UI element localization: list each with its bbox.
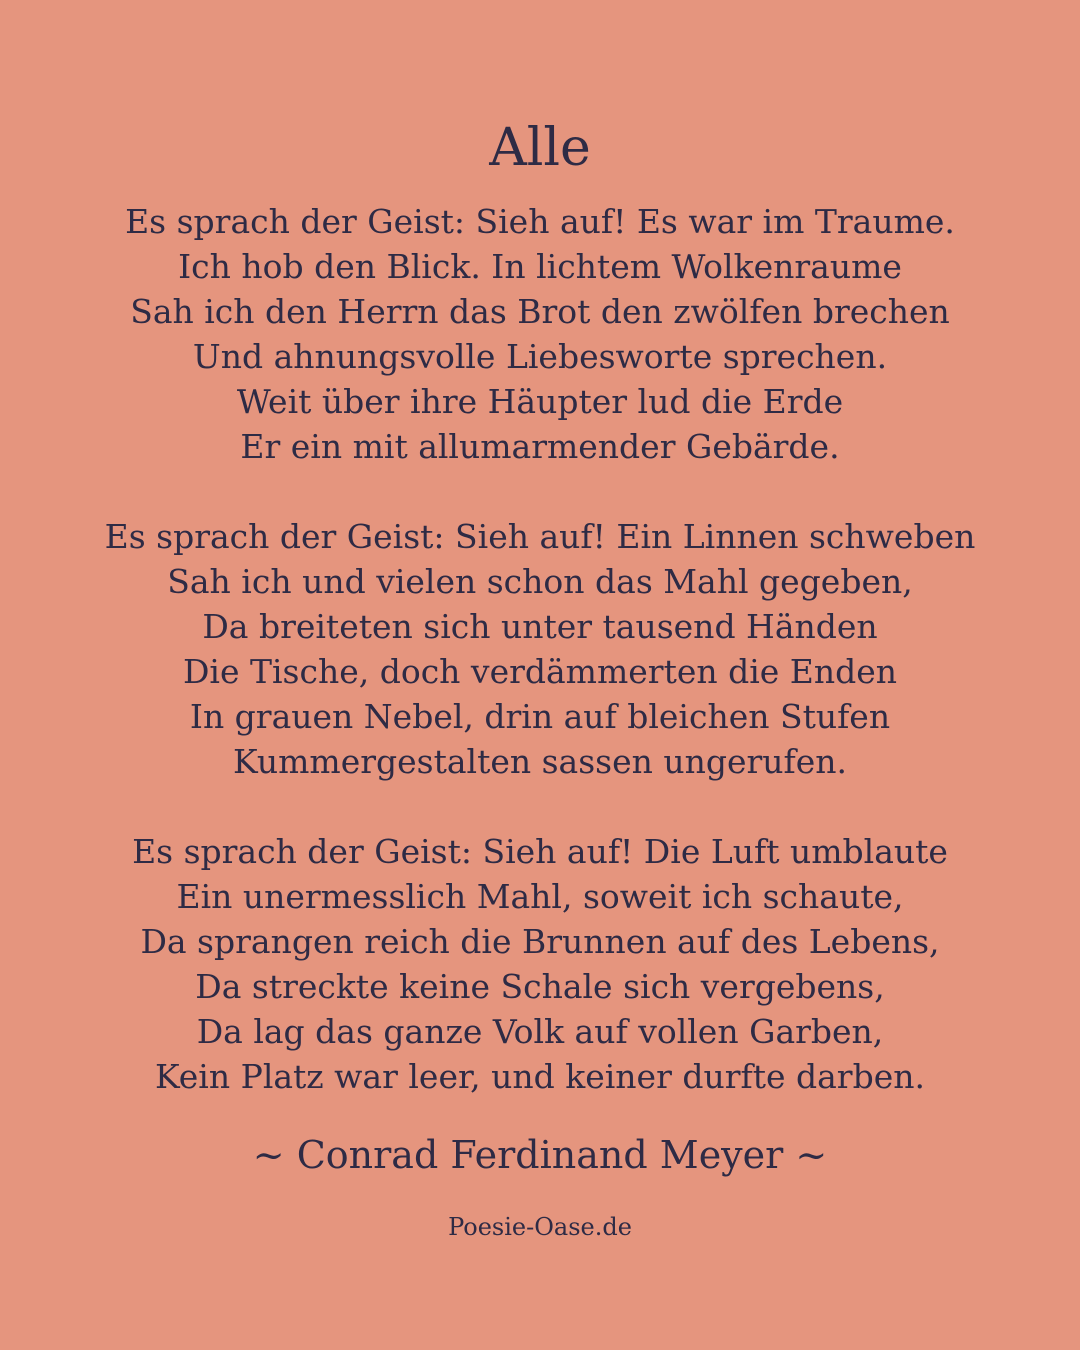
poem-line: Die Tische, doch verdämmerten die Enden — [182, 652, 898, 691]
poem-line: In grauen Nebel, drin auf bleichen Stufen — [189, 697, 891, 736]
poem-line: Da lag das ganze Volk auf vollen Garben, — [196, 1012, 884, 1051]
website-label: Poesie-Oase.de — [448, 1213, 632, 1241]
poem-line: Ich hob den Blick. In lichtem Wolkenraume — [178, 247, 902, 286]
poem-line: Und ahnungsvolle Liebesworte sprechen. — [192, 337, 888, 376]
poem-title: Alle — [489, 118, 591, 178]
stanza-2 — [0, 514, 1080, 784]
poem-line: Da sprangen reich die Brunnen auf des Lebens, — [140, 922, 940, 961]
poem-line: Kein Platz war leer, und keiner durfte darben. — [155, 1057, 925, 1096]
stanza-1 — [0, 199, 1080, 469]
poem-line: Er ein mit allumarmender Gebärde. — [240, 427, 840, 466]
poem-line: Sah ich den Herrn das Brot den zwölfen brechen — [130, 292, 950, 331]
poem-line: Es sprach der Geist: Sieh auf! Ein Linnen schweben — [104, 517, 976, 556]
poem-line: Weit über ihre Häupter lud die Erde — [236, 382, 844, 421]
poem-body — [0, 199, 1080, 1099]
poem-line: Sah ich und vielen schon das Mahl gegeben, — [167, 562, 913, 601]
poem-line: Da breiteten sich unter tausend Händen — [202, 607, 878, 646]
poem-line: Es sprach der Geist: Sieh auf! Es war im Traume. — [125, 202, 955, 241]
stanza-3 — [0, 829, 1080, 1099]
poem-line: Ein unermesslich Mahl, soweit ich schaute, — [176, 877, 904, 916]
poem-line: Kummergestalten sassen ungerufen. — [232, 742, 848, 781]
poem-author: ~ Conrad Ferdinand Meyer ~ — [252, 1133, 828, 1177]
poem-line: Es sprach der Geist: Sieh auf! Die Luft umblaute — [132, 832, 948, 871]
poem-line: Da streckte keine Schale sich vergebens, — [195, 967, 885, 1006]
